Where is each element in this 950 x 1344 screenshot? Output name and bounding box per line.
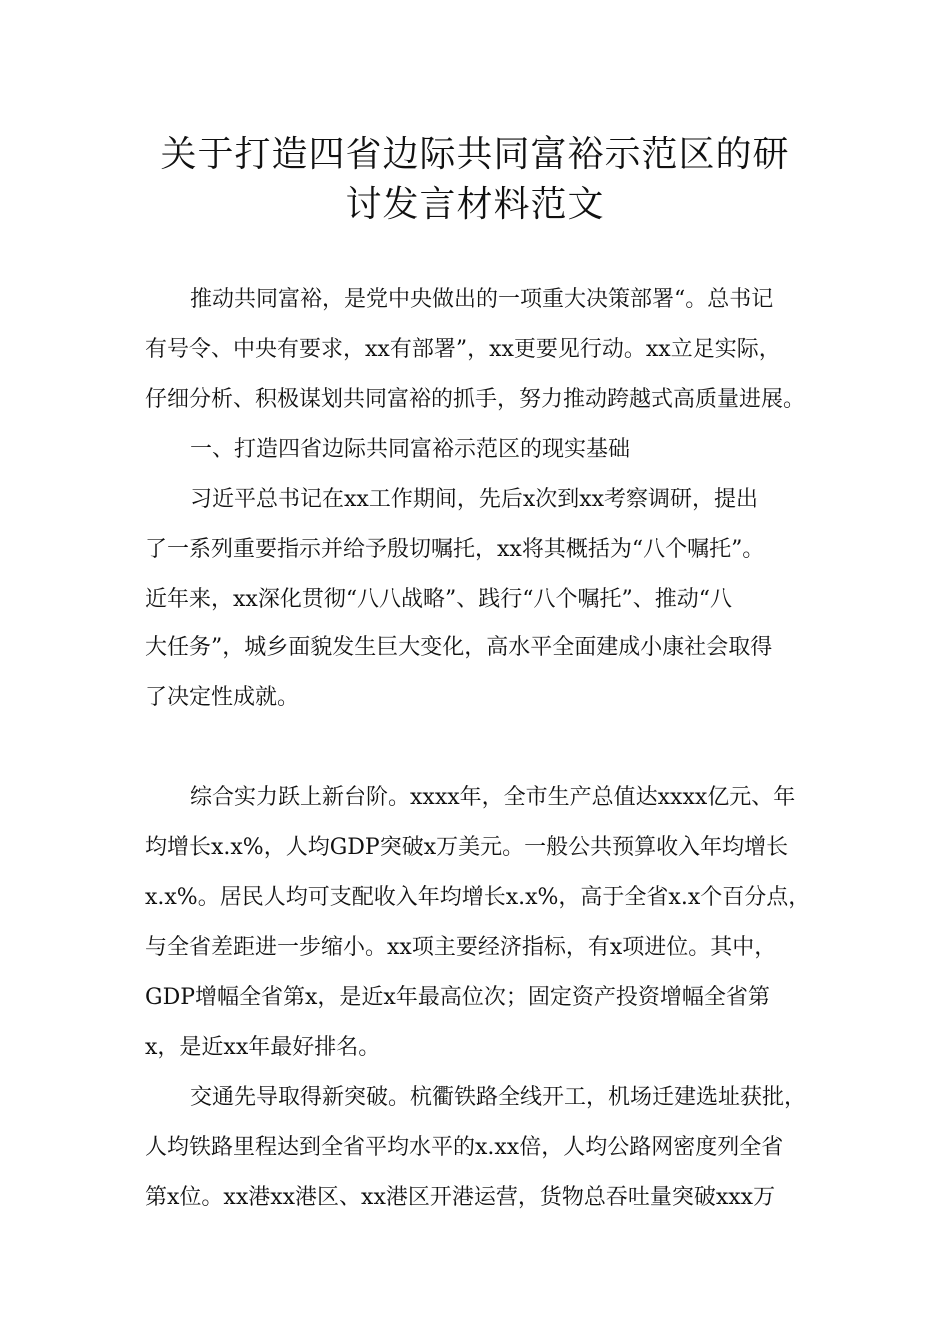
background-paragraph-line-2: 了一系列重要指示并给予殷切嘱托，xx将其概括为“八个嘱托”。: [145, 537, 765, 562]
document-title-line-1: 关于打造四省边际共同富裕示范区的研: [160, 134, 790, 175]
transport-paragraph-line-1: 交通先导取得新突破。杭衢铁路全线开工，机场迁建选址获批，: [190, 1085, 807, 1110]
background-paragraph-line-1: 习近平总书记在xx工作期间，先后x次到xx考察调研，提出: [190, 487, 759, 512]
economy-paragraph-line-1: 综合实力跃上新台阶。xxxx年，全市生产总值达xxxx亿元、年: [190, 785, 796, 810]
document-title-line-2: 讨发言材料范文: [345, 184, 605, 225]
transport-paragraph-line-2: 人均铁路里程达到全省平均水平的x.xx倍，人均公路网密度列全省: [145, 1135, 784, 1160]
economy-paragraph-line-2: 均增长x.x%，人均GDP突破x万美元。一般公共预算收入年均增长: [145, 835, 789, 860]
section-heading: 一、打造四省边际共同富裕示范区的现实基础: [190, 437, 631, 462]
economy-paragraph-line-5: GDP增幅全省第x，是近x年最高位次；固定资产投资增幅全省第: [145, 985, 770, 1010]
transport-paragraph-line-3: 第x位。xx港xx港区、xx港区开港运营，货物总吞吐量突破xxx万: [145, 1185, 776, 1210]
background-paragraph-line-5: 了决定性成就。: [145, 685, 300, 710]
intro-paragraph-line-2: 有号令、中央有要求，xx有部署”，xx更要见行动。xx立足实际，: [145, 337, 781, 362]
background-paragraph-line-4: 大任务”，城乡面貌发生巨大变化，高水平全面建成小康社会取得: [145, 635, 773, 660]
intro-paragraph-line-1: 推动共同富裕，是党中央做出的一项重大决策部署“。总书记: [190, 287, 774, 312]
intro-paragraph-line-3: 仔细分析、积极谋划共同富裕的抓手，努力推动跨越式高质量进展。: [145, 387, 806, 412]
economy-paragraph-line-4: 与全省差距进一步缩小。xx项主要经济指标，有x项进位。其中，: [145, 935, 777, 960]
economy-paragraph-line-3: x.x%。居民人均可支配收入年均增长x.x%，高于全省x.x个百分点，: [145, 885, 811, 910]
background-paragraph-line-3: 近年来，xx深化贯彻“八八战略”、践行“八个嘱托”、推动“八: [145, 587, 733, 612]
economy-paragraph-line-6: x，是近xx年最好排名。: [145, 1035, 381, 1060]
